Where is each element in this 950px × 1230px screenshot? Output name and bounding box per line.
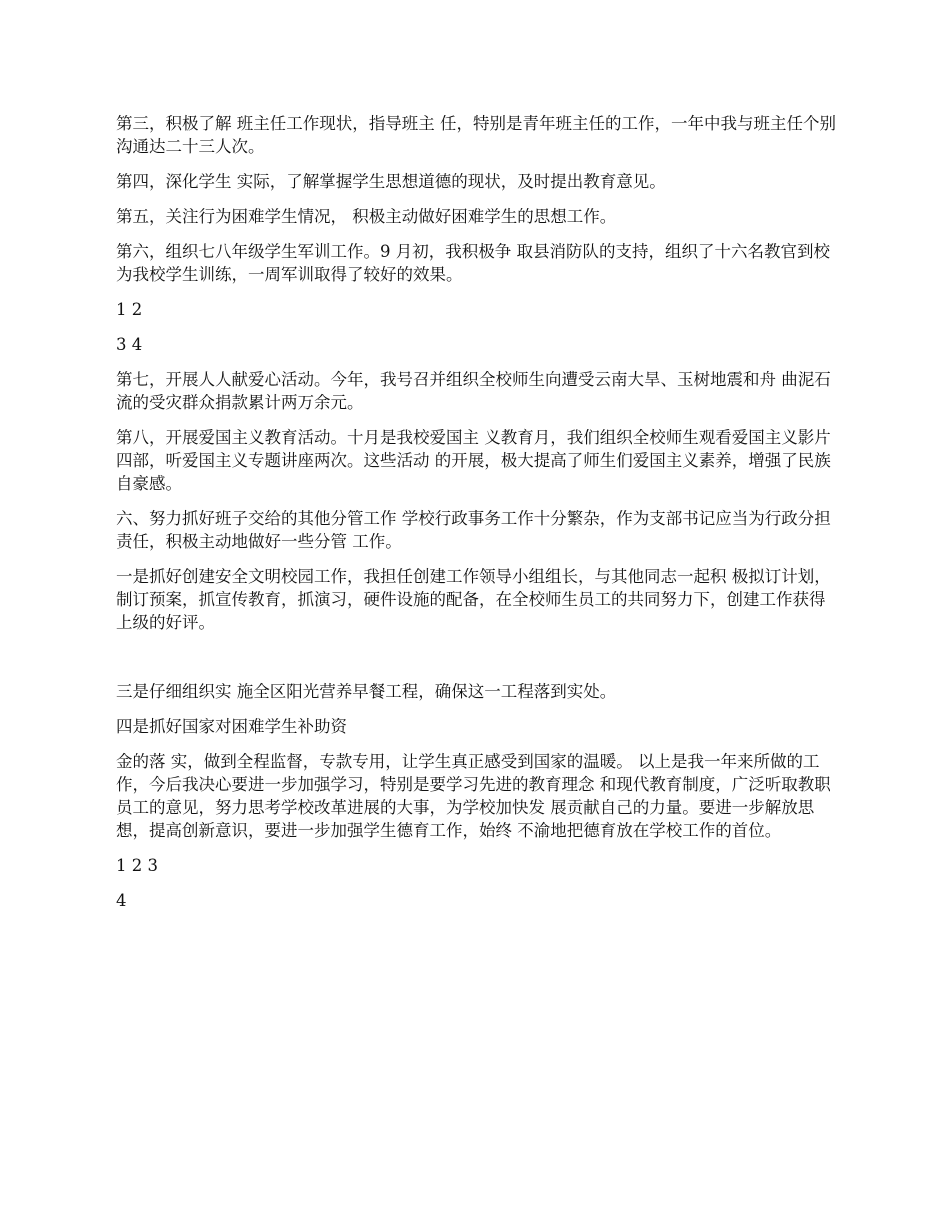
paragraph-eighth-point: 第八，开展爱国主义教育活动。十月是我校爱国主 义教育月，我们组织全校师生观看爱国主义影片四部，听爱国主义专题讲座两次。这些活动 的开展，极大提高了师生们爱国主义素养，增强了民族自豪感。 — [116, 428, 831, 493]
paragraph-conclusion: 金的落 实，做到全程监督，专款专用，让学生真正感受到国家的温暖。 以上是我一年来所做的工作，今后我决心要进一步加强学习，特别是要学习先进的教育理念 和现代教育制度，广泛听取教职员工的意见，努力思考学校改革进展的大事，为学校加快发 展贡献自己的力量。要进一步解放思想，提高创新意识，要进一步加强学生德育工作，始终 不渝地把德育放在学校工作的首位。 — [116, 752, 831, 840]
paragraph-sixth-point: 第六，组织七八年级学生军训工作。9 月初，我积极争 取县消防队的支持，组织了十六名教官到校为我校学生训练，一周军训取得了较好的效果。 — [116, 242, 830, 284]
section-heading-six: 六、努力抓好班子交给的其他分管工作 学校行政事务工作十分繁杂，作为支部书记应当为行政分担责任，积极主动地做好一些分管 工作。 — [116, 509, 831, 551]
blank-gap — [116, 646, 840, 680]
paragraph-fourth-point: 第四，深化学生 实际，了解掌握学生思想道德的现状，及时提出教育意见。 — [116, 172, 666, 191]
document-body — [116, 112, 840, 924]
paragraph-fifth-point: 第五，关注行为困难学生情况， 积极主动做好困难学生的思想工作。 — [116, 207, 617, 226]
page-number-line: 4 — [116, 891, 127, 910]
page-number-line: 1 2 3 — [116, 856, 158, 875]
paragraph-fourth-item: 四是抓好国家对困难学生补助资 — [116, 717, 347, 736]
paragraph-first-item: 一是抓好创建安全文明校园工作，我担任创建工作领导小组组长，与其他同志一起积 极拟订计划，制订预案，抓宣传教育，抓演习，硬件设施的配备，在全校师生员工的共同努力下，创建工作获得上级的好评。 — [116, 567, 831, 632]
page-number-line: 1 2 — [116, 300, 143, 319]
paragraph-third-point: 第三，积极了解 班主任工作现状，指导班主 任，特别是青年班主任的工作，一年中我与班主任个别沟通达二十三人次。 — [116, 114, 836, 156]
page-number-line: 3 4 — [116, 335, 143, 354]
paragraph-third-item: 三是仔细组织实 施全区阳光营养早餐工程，确保这一工程落到实处。 — [116, 682, 617, 701]
paragraph-seventh-point: 第七，开展人人献爱心活动。今年，我号召并组织全校师生向遭受云南大旱、玉树地震和舟 曲泥石流的受灾群众捐款累计两万余元。 — [116, 370, 831, 412]
